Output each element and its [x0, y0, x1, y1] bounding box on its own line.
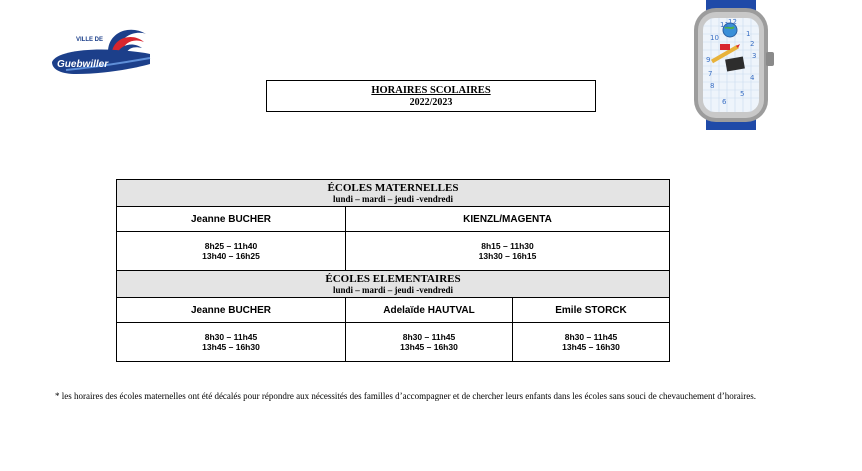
footnote: * les horaires des écoles maternelles ont été décalés pour répondre aux nécessités des familles d’accompagner et de chercher leurs enfants dans les écoles sans souci de chevauchement d’horaires. [55, 391, 756, 401]
school-times [117, 232, 346, 271]
svg-text:7: 7 [708, 70, 713, 78]
svg-text:12: 12 [728, 18, 737, 26]
svg-text:8: 8 [710, 82, 715, 90]
school-year: 2022/2023 [409, 97, 453, 108]
school-name: Adelaïde HAUTVAL [346, 298, 513, 323]
school-name: Jeanne BUCHER [117, 207, 346, 232]
schedule-table [116, 179, 670, 362]
morning-time: 8h15 – 11h30 [481, 241, 534, 251]
page-title: HORAIRES SCOLAIRES [371, 85, 491, 96]
school-name: Emile STORCK [513, 298, 670, 323]
logo-small-text: VILLE DE [76, 37, 104, 43]
svg-text:6: 6 [722, 98, 727, 106]
svg-text:4: 4 [750, 74, 755, 82]
afternoon-time: 13h40 – 16h25 [202, 251, 260, 261]
svg-text:5: 5 [740, 90, 745, 98]
section-days: lundi – mardi – jeudi -vendredi [332, 193, 454, 204]
school-name: KIENZL/MAGENTA [346, 207, 670, 232]
school-times [513, 323, 670, 362]
school-times [117, 323, 346, 362]
morning-time: 8h30 – 11h45 [402, 332, 456, 342]
section-days: lundi – mardi – jeudi -vendredi [332, 284, 454, 295]
afternoon-time: 13h45 – 16h30 [400, 342, 458, 352]
school-times [346, 232, 670, 271]
watch-illustration [670, 0, 792, 130]
svg-text:2: 2 [750, 40, 755, 48]
logo-big-text: Guebwiller [57, 59, 109, 70]
svg-text:1: 1 [746, 30, 751, 38]
svg-text:10: 10 [710, 34, 719, 42]
title-box [266, 80, 596, 112]
svg-text:9: 9 [706, 56, 711, 64]
svg-text:3: 3 [752, 52, 757, 60]
school-times [346, 323, 513, 362]
afternoon-time: 13h30 – 16h15 [478, 251, 537, 261]
watch-icon [670, 0, 792, 130]
afternoon-time: 13h45 – 16h30 [202, 342, 260, 352]
maternelles-header [117, 180, 670, 207]
school-name: Jeanne BUCHER [117, 298, 346, 323]
elementaires-header [117, 271, 670, 298]
morning-time: 8h25 – 11h40 [204, 241, 258, 251]
city-logo [46, 18, 158, 78]
morning-time: 8h30 – 11h45 [564, 332, 618, 342]
afternoon-time: 13h45 – 16h30 [562, 342, 620, 352]
section-title: ÉCOLES MATERNELLES [327, 181, 459, 194]
morning-time: 8h30 – 11h45 [204, 332, 258, 342]
section-title: ÉCOLES ELEMENTAIRES [325, 272, 461, 285]
svg-text:11: 11 [720, 21, 729, 29]
